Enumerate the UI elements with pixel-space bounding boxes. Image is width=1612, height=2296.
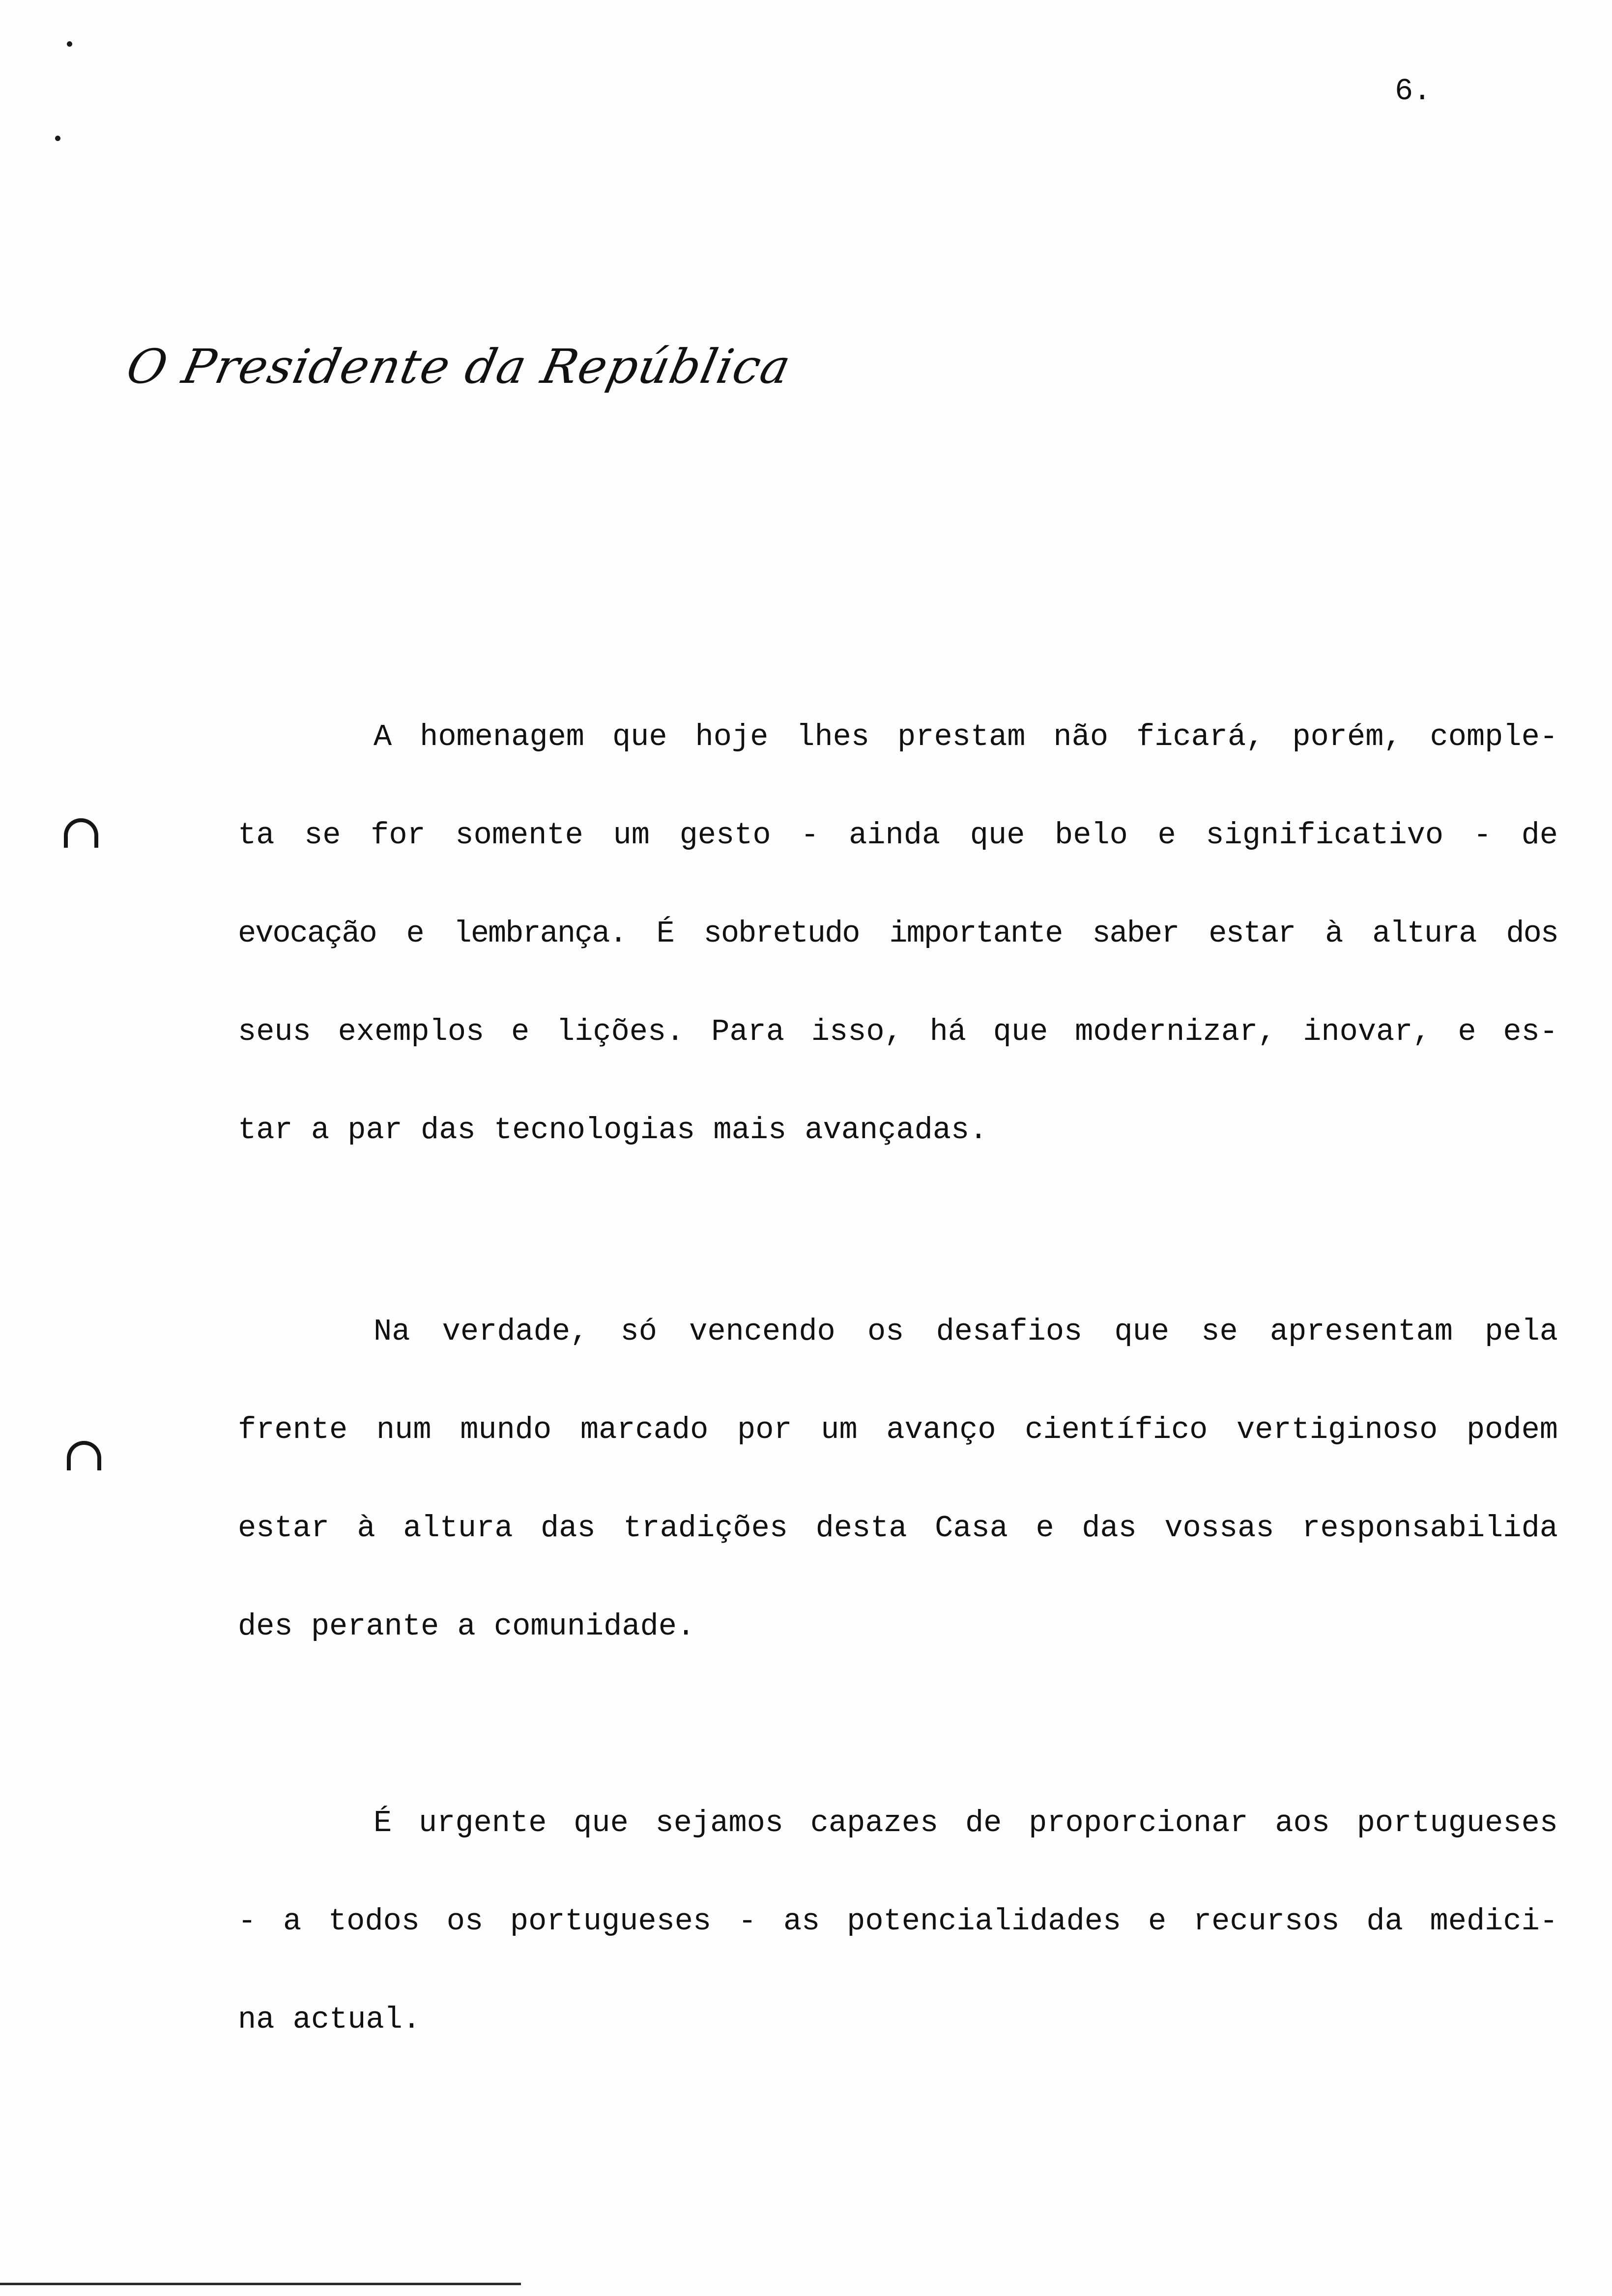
paragraph-line: evocação e lembrança. É sobretudo importante saber estar à altura dos [238, 916, 1558, 951]
paragraph-line: des perante a comunidade. [238, 1609, 695, 1644]
punch-hole-mark [64, 818, 98, 848]
punch-hole-mark [67, 1441, 101, 1470]
paragraph-line: frente num mundo marcado por um avanço científico vertiginoso podem [238, 1412, 1558, 1447]
paragraph-line: Na verdade, só vencendo os desafios que se apresentam pela [374, 1314, 1558, 1349]
paragraph-line: na actual. [238, 2002, 421, 2037]
paragraph-line: ta se for somente um gesto - ainda que belo e significativo - de [238, 818, 1558, 853]
paragraph-line: A homenagem que hoje lhes prestam não ficará, porém, comple- [374, 719, 1558, 754]
paragraph-line: É urgente que sejamos capazes de proporcionar aos portugueses [374, 1806, 1558, 1840]
margin-mark [67, 41, 72, 47]
letterhead: O Presidente da República [122, 339, 796, 394]
page-number: 6. [1395, 74, 1432, 109]
paragraph-line: seus exemplos e lições. Para isso, há que modernizar, inovar, e es- [238, 1014, 1558, 1049]
footer-rule [0, 2283, 521, 2285]
margin-mark [55, 136, 60, 141]
paragraph-line: estar à altura das tradições desta Casa e das vossas responsabilida [238, 1511, 1558, 1546]
paragraph-line: - a todos os portugueses - as potencialidades e recursos da medici- [238, 1904, 1558, 1939]
paragraph-line: tar a par das tecnologias mais avançadas. [238, 1113, 988, 1148]
